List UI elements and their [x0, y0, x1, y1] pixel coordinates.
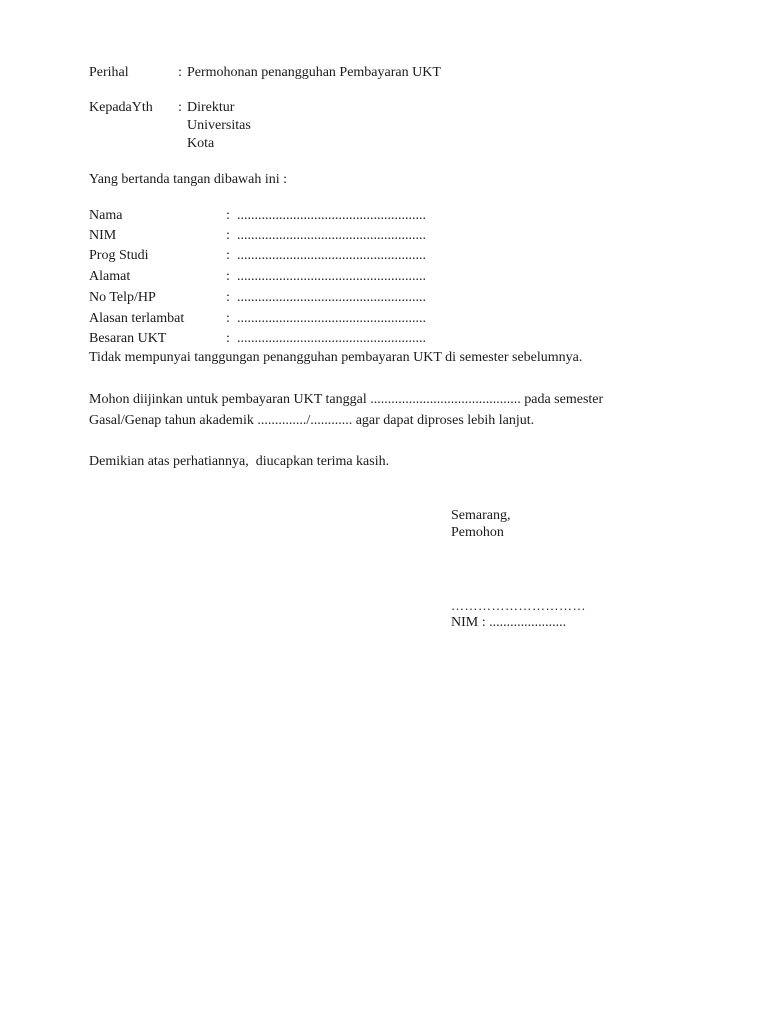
- field-label: Alasan terlambat: [89, 311, 185, 326]
- closing-text: Demikian atas perhatiannya, diucapkan terima kasih.: [89, 454, 390, 469]
- recipient-separator: :: [178, 100, 182, 115]
- field-blank: ......................................................: [237, 269, 426, 284]
- subject-label: Perihal: [89, 65, 129, 80]
- field-blank: ......................................................: [237, 248, 426, 263]
- field-label: Besaran UKT: [89, 331, 167, 346]
- field-label: No Telp/HP: [89, 290, 156, 305]
- subject-value: Permohonan penangguhan Pembayaran UKT: [187, 65, 441, 80]
- field-blank: ......................................................: [237, 290, 426, 305]
- field-separator: :: [226, 290, 230, 305]
- subject-separator: :: [178, 65, 182, 80]
- intro-text: Yang bertanda tangan dibawah ini :: [89, 172, 288, 187]
- recipient-line: Kota: [187, 136, 215, 151]
- field-separator: :: [226, 208, 230, 223]
- statement-text: Tidak mempunyai tanggungan penangguhan pembayaran UKT di semester sebelumnya.: [89, 350, 583, 365]
- field-separator: :: [226, 269, 230, 284]
- field-separator: :: [226, 248, 230, 263]
- signature-nim: NIM : ......................: [451, 615, 567, 630]
- field-blank: ......................................................: [237, 208, 426, 223]
- field-separator: :: [226, 331, 230, 346]
- field-blank: ......................................................: [237, 331, 426, 346]
- recipient-line: Universitas: [187, 118, 251, 133]
- field-separator: :: [226, 228, 230, 243]
- signature-place: Semarang,: [451, 508, 511, 523]
- field-blank: ......................................................: [237, 311, 426, 326]
- field-label: Nama: [89, 208, 123, 223]
- request-text-line1: Mohon diijinkan untuk pembayaran UKT tanggal ........................................... pada semester: [89, 392, 604, 407]
- recipient-line: Direktur: [187, 100, 235, 115]
- request-text-line2: Gasal/Genap tahun akademik ............../............ agar dapat diproses lebih lanjut.: [89, 413, 535, 428]
- signature-role: Pemohon: [451, 525, 504, 540]
- recipient-label: KepadaYth: [89, 100, 153, 115]
- field-blank: ......................................................: [237, 228, 426, 243]
- field-label: Alamat: [89, 269, 131, 284]
- field-separator: :: [226, 311, 230, 326]
- signature-name-line: …………………………: [451, 598, 586, 613]
- field-label: NIM: [89, 228, 117, 243]
- field-label: Prog Studi: [89, 248, 149, 263]
